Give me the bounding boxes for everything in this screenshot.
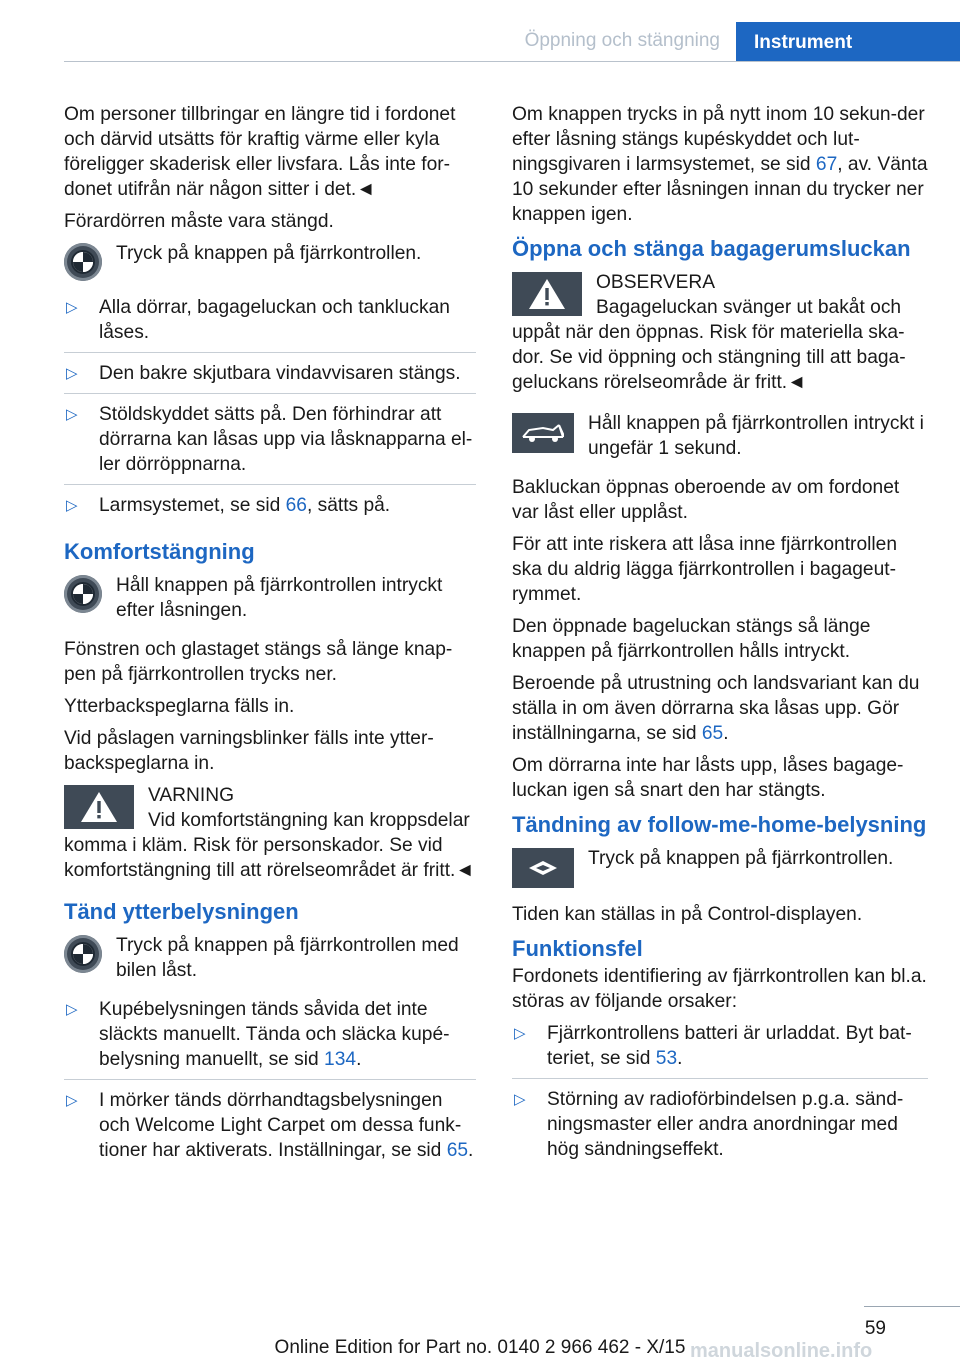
- triangle-bullet-icon: ▷: [66, 1092, 78, 1109]
- page-link[interactable]: 65: [701, 723, 724, 744]
- triangle-bullet-icon: ▷: [66, 406, 78, 423]
- caution-box: [512, 270, 928, 395]
- instruction-text: Tryck på knappen på fjärrkontrollen med bilen låst.: [116, 935, 459, 981]
- paragraph: Tiden kan ställas in på Control-displayen.: [512, 904, 863, 925]
- instruction-text: Tryck på knappen på fjärrkontrollen.: [588, 848, 894, 869]
- warning-triangle-icon: [512, 272, 582, 316]
- list-item: ▷ I mörker tänds dörrhandtagsbelysningen och Welcome Light Carpet om dessa funk-tioner har aktiverats. Inställningar, se sid 65.: [66, 1090, 474, 1161]
- page-header: [0, 0, 960, 62]
- paragraph: Ytterbackspeglarna fälls in.: [64, 696, 295, 717]
- warning-label: VARNING: [148, 785, 234, 806]
- paragraph: För att inte riskera att låsa inne fjärrkontrollen ska du aldrig lägga fjärrkontrollen i bagageut-rymmet.: [512, 534, 897, 605]
- paragraph: Fönstren och glastaget stängs så länge knap-pen på fjärrkontrollen trycks ner.: [64, 639, 453, 685]
- list-item: ▷ Alla dörrar, bagageluckan och tankluckan låses.: [64, 295, 476, 353]
- paragraph: Bakluckan öppnas oberoende av om fordonet var låst eller upplåst.: [512, 477, 900, 523]
- list-item: ▷ Larmsystemet, se sid 66, sätts på.: [66, 495, 391, 516]
- icon-instruction: [64, 573, 476, 623]
- page-link[interactable]: 65: [446, 1140, 469, 1161]
- page-link[interactable]: 134: [324, 1049, 357, 1070]
- watermark: manualsonline.info: [690, 1340, 873, 1362]
- list-item: ▷ Stöldskyddet sätts på. Den förhindrar att dörrarna kan låsas upp via låsknapparna el-ler dörröppnarna.: [64, 402, 476, 485]
- icon-instruction: [64, 241, 476, 281]
- bmw-key-icon: [64, 935, 102, 973]
- page-number-rule: [864, 1306, 960, 1307]
- triangle-bullet-icon: ▷: [66, 299, 78, 316]
- warning-text: Vid komfortstängning kan kroppsdelar komma i kläm. Risk för personskador. Se vid komfortstängning till att rörelseområdet är fritt.◄: [64, 810, 475, 881]
- paragraph: Den öppnade bageluckan stängs så länge knappen på fjärrkontrollen hålls intryckt.: [512, 616, 871, 662]
- bullet-list: [64, 997, 476, 1170]
- instruction-text: Tryck på knappen på fjärrkontrollen.: [116, 243, 422, 264]
- paragraph: Beroende på utrustning och landsvariant kan du ställa in om även dörrarna ska låsas upp. Gör inställningarna, se sid 65.: [512, 673, 920, 744]
- page-number: 59: [864, 1318, 886, 1339]
- header-section-title: Öppning och stängning: [524, 30, 720, 51]
- paragraph: Fordonets identifiering av fjärrkontrollen kan bl.a. störas av följande orsaker:: [512, 966, 927, 1012]
- section-heading: Tänd ytterbelysningen: [64, 899, 299, 924]
- icon-instruction: [512, 846, 928, 888]
- header-chapter-tab: Instrument: [736, 22, 960, 62]
- triangle-bullet-icon: ▷: [66, 365, 78, 382]
- caution-label: OBSERVERA: [596, 272, 716, 293]
- caution-text: Bagageluckan svänger ut bakåt och uppåt när den öppnas. Risk för materiella ska-dor. Se vid öppning och stängning till att baga-geluckans rörelseområde är fritt.◄: [512, 297, 906, 393]
- paragraph: Förardörren måste vara stängd.: [64, 211, 334, 232]
- instruction-text: Håll knappen på fjärrkontrollen intryckt efter låsningen.: [116, 575, 443, 621]
- triangle-bullet-icon: ▷: [514, 1091, 526, 1108]
- page-link[interactable]: 67: [815, 154, 838, 175]
- section-heading: Komfortstängning: [64, 539, 255, 564]
- list-item: ▷ Den bakre skjutbara vindavvisaren stängs.: [64, 361, 476, 394]
- warning-box: [64, 783, 476, 883]
- bullet-list: [64, 295, 476, 525]
- bullet-list: [512, 1021, 928, 1169]
- list-item: ▷ Störning av radioförbindelsen p.g.a. sänd-ningsmaster eller andra anordningar med hög sändningseffekt.: [514, 1089, 904, 1160]
- right-column: [512, 102, 928, 1183]
- section-heading: Funktionsfel: [512, 936, 643, 961]
- triangle-bullet-icon: ▷: [514, 1025, 526, 1042]
- edition-footer: Online Edition for Part no. 0140 2 966 462 - X/15: [274, 1337, 686, 1358]
- left-column: [64, 102, 476, 1184]
- car-trunk-icon: [512, 413, 574, 453]
- page-link[interactable]: 53: [655, 1048, 678, 1069]
- instruction-text: Håll knappen på fjärrkontrollen intryckt i ungefär 1 sekund.: [588, 413, 924, 459]
- triangle-bullet-icon: ▷: [66, 1001, 78, 1018]
- icon-instruction: [64, 933, 476, 983]
- paragraph: Om personer tillbringar en längre tid i fordonet och därvid utsätts för kraftig värme eller kyla föreligger skaderisk eller livsfara. Lås inte for-donet utifrån när någon sitter i det.◄: [64, 104, 456, 200]
- icon-instruction: [512, 411, 928, 461]
- paragraph: Om dörrarna inte har låsts upp, låses bagage-luckan igen så snart den har stängts.: [512, 755, 904, 801]
- list-item: ▷ Fjärrkontrollens batteri är urladdat. Byt bat-teriet, se sid 53.: [512, 1021, 928, 1079]
- bmw-key-icon: [64, 575, 102, 613]
- follow-me-home-icon: [512, 848, 574, 888]
- paragraph: Vid påslagen varningsblinker fälls inte ytter-backspeglarna in.: [64, 728, 434, 774]
- list-item: ▷ Kupébelysningen tänds såvida det inte släckts manuellt. Tända och släcka kupé-belysning manuellt, se sid 134.: [64, 997, 476, 1080]
- section-heading: Tändning av follow-me-home-belysning: [512, 812, 927, 837]
- bmw-key-icon: [64, 243, 102, 281]
- section-heading: Öppna och stänga bagagerumsluckan: [512, 236, 911, 261]
- page-link[interactable]: 66: [285, 495, 307, 516]
- warning-triangle-icon: [64, 785, 134, 829]
- triangle-bullet-icon: ▷: [66, 497, 78, 514]
- header-divider: [64, 61, 960, 62]
- paragraph: Om knappen trycks in på nytt inom 10 sekun-der efter låsning stängs kupéskyddet och lut-ningsgivaren i larmsystemet, se sid 67, av. Vänta 10 sekunder efter låsningen innan du trycker ner knappen igen.: [512, 104, 928, 225]
